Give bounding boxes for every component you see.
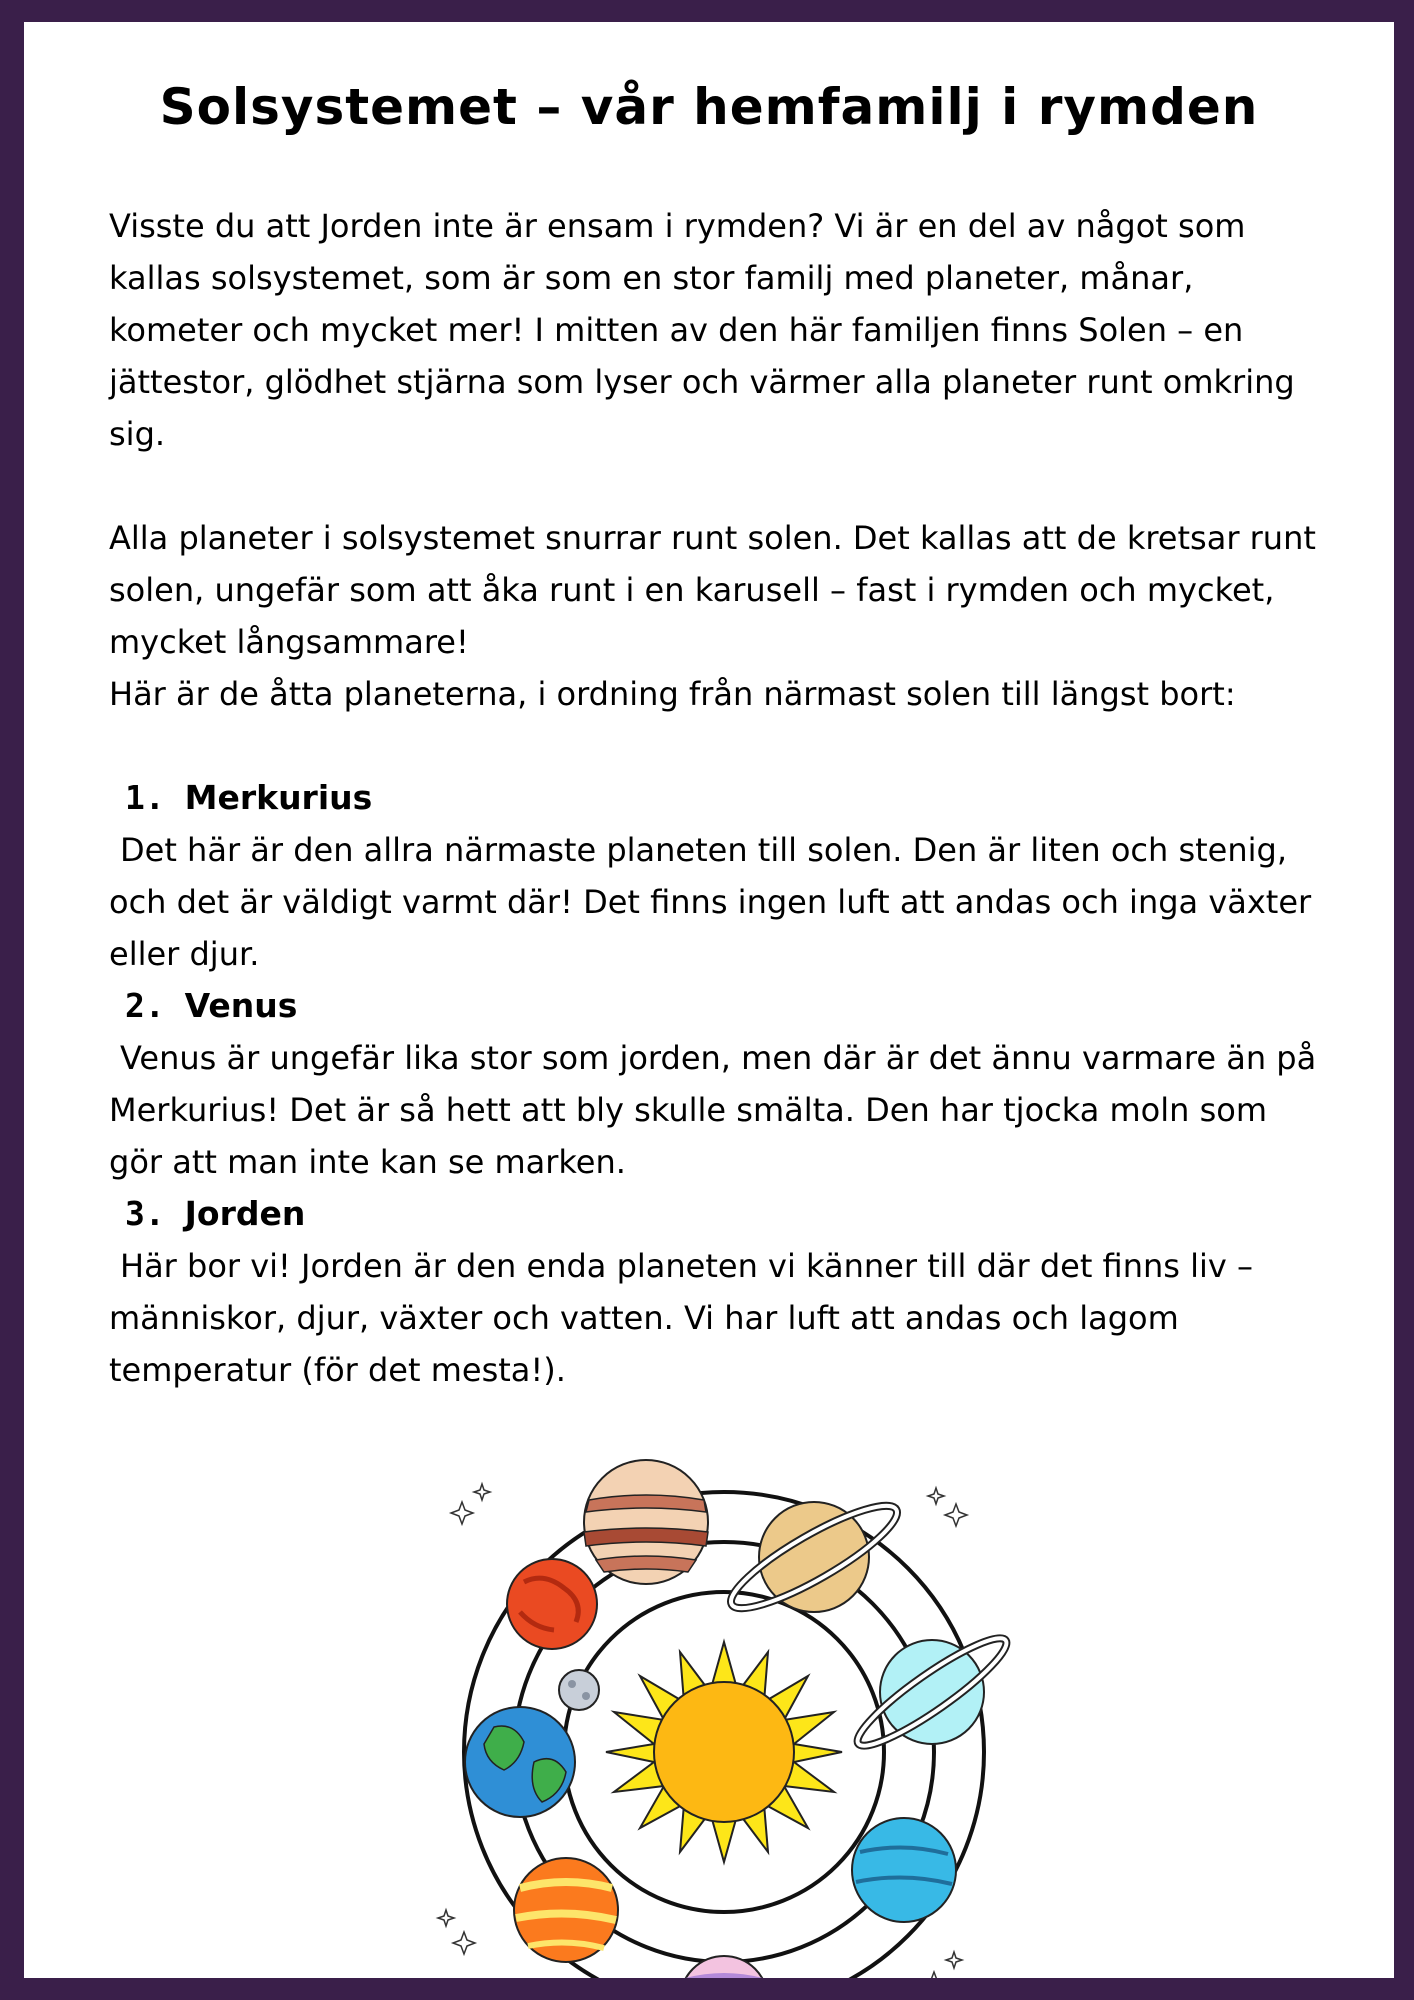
- spacer: [109, 720, 1329, 772]
- planet-list-item: [109, 1188, 1329, 1396]
- jupiter-planet-icon: [584, 1460, 708, 1584]
- planet-description-text: Det här är den allra närmaste planeten till solen. Den är liten och stenig, och det är väldigt varmt där! Det finns ingen luft att andas och inga växter eller djur.: [109, 831, 1312, 973]
- planet-name: Merkurius: [184, 778, 373, 817]
- planet-list-item: [109, 772, 1329, 980]
- planet-description-text: Här bor vi! Jorden är den enda planeten vi känner till där det finns liv – människor, djur, växter och vatten. Vi har luft att andas och lagom temperatur (för det mesta!).: [109, 1247, 1253, 1389]
- sun-icon: [606, 1642, 842, 1862]
- neptune-planet-icon: [852, 1818, 956, 1922]
- worksheet-page: [24, 22, 1394, 1978]
- planet-number: 1.: [125, 778, 165, 817]
- planet-heading: [109, 772, 1329, 824]
- list-intro: Här är de åtta planeterna, i ordning från närmast solen till längst bort:: [109, 675, 1236, 713]
- saturn-planet-icon: [721, 1490, 908, 1623]
- planet-description-text: Venus är ungefär lika stor som jorden, men där är det ännu varmare än på Merkurius! Det är så hett att bly skulle smälta. Den har tjocka moln som gör att man inte kan se marken.: [109, 1039, 1317, 1181]
- document-body: [109, 200, 1329, 1396]
- planet-heading: [109, 980, 1329, 1032]
- planet-description: [109, 824, 1329, 980]
- planet-number: 3.: [125, 1194, 165, 1233]
- moon-icon: [559, 1670, 599, 1710]
- intro-paragraph: Visste du att Jorden inte är ensam i rymden? Vi är en del av något som kallas solsystemet, som är som en stor familj med planeter, månar, kometer och mycket mer! I mitten av den här familjen finns Solen – en jättestor, glödhet stjärna som lyser och värmer alla planeter runt omkring sig.: [109, 207, 1295, 453]
- venus-planet-icon: [514, 1858, 618, 1962]
- planet-list-item: [109, 980, 1329, 1188]
- planet-name: Venus: [184, 986, 298, 1025]
- planet-description: [109, 1240, 1329, 1396]
- planet-number: 2.: [125, 986, 165, 1025]
- solar-system-illustration: [424, 1452, 1024, 1978]
- mars-planet-icon: [507, 1559, 597, 1649]
- earth-planet-icon: [465, 1707, 575, 1817]
- orbit-paragraph: Alla planeter i solsystemet snurrar runt solen. Det kallas att de kretsar runt solen, ungefär som att åka runt i en karusell – fast i rymden och mycket, mycket långsammare!: [109, 519, 1316, 661]
- page-title: Solsystemet – vår hemfamilj i rymden: [159, 78, 1259, 136]
- planet-description: [109, 1032, 1329, 1188]
- planet-heading: [109, 1188, 1329, 1240]
- planet-name: Jorden: [184, 1194, 306, 1233]
- spacer: [109, 460, 1329, 512]
